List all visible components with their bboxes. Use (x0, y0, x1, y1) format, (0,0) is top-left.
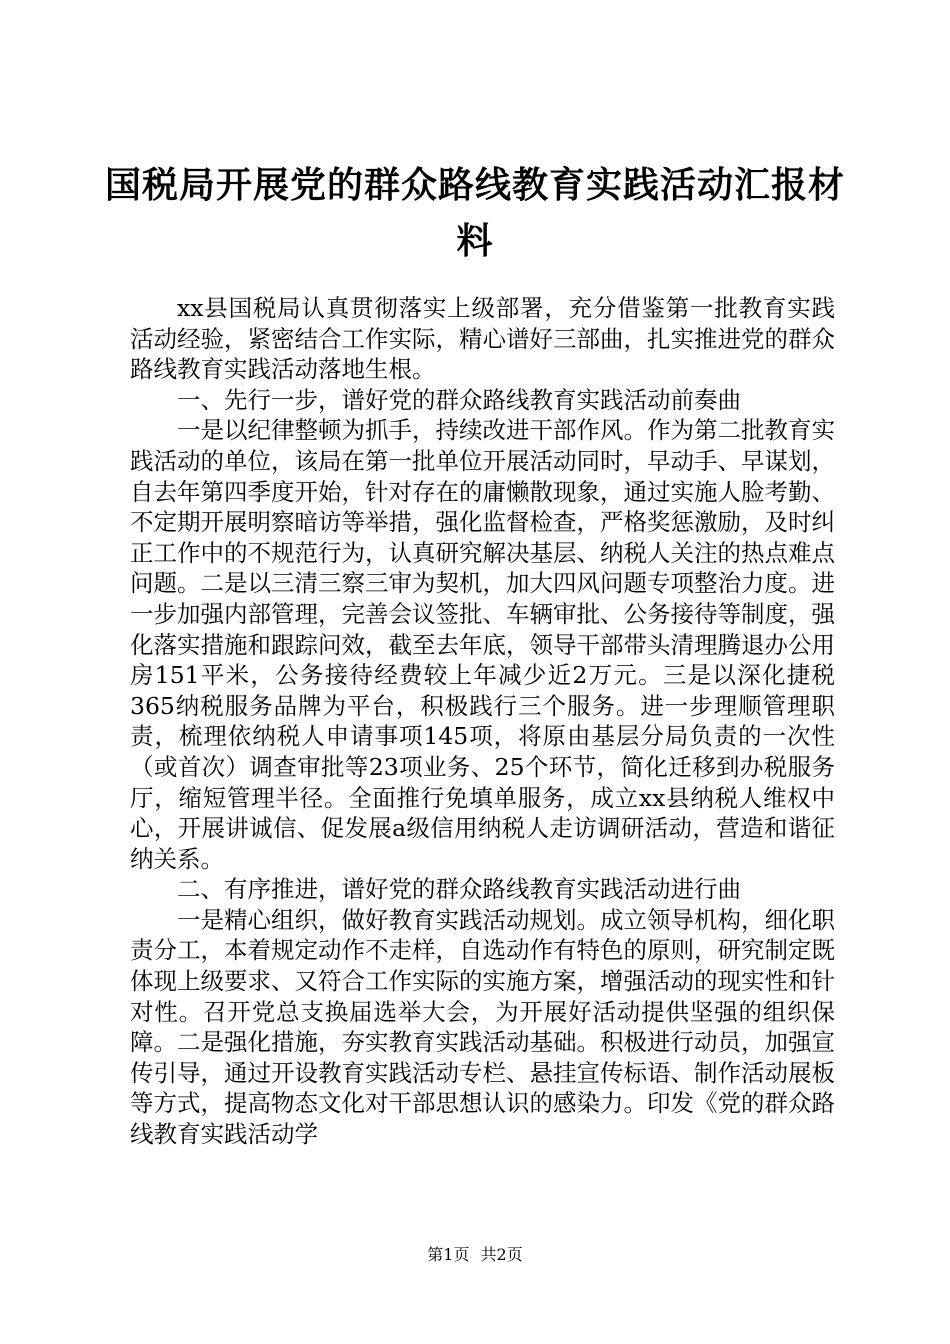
section-2-paragraph: 一是精心组织，做好教育实践活动规划。成立领导机构，细化职责分工，本着规定动作不走样，自选动作有特色的原则，研究制定既体现上级要求、又符合工作实际的实施方案，增强活动的现实性和针对性。召开党总支换届选举大会，为开展好活动提供坚强的组织保障。二是强化措施，夯实教育实践活动基础。积极进行动员，加强宣传引导，通过开设教育实践活动专栏、悬挂宣传标语、制作活动展板等方式，提高物态文化对干部思想认识的感染力。印发《党的群众路线教育实践活动学 (130, 905, 835, 1149)
section-heading-2: 二、有序推进，谱好党的群众路线教育实践活动进行曲 (177, 875, 741, 904)
section-heading-1: 一、先行一步，谱好党的群众路线教育实践活动前奏曲 (177, 385, 741, 414)
document-body (130, 293, 835, 1150)
section-1-paragraph: 一是以纪律整顿为抓手，持续改进干部作风。作为第二批教育实践活动的单位，该局在第一批单位开展活动同时，早动手、早谋划，自去年第四季度开始，针对存在的庸懒散现象，通过实施人脸考勤、不定期开展明察暗访等举措，强化监督检查，严格奖惩激励，及时纠正工作中的不规范行为，认真研究解决基层、纳税人关注的热点难点问题。二是以三清三察三审为契机，加大四风问题专项整治力度。进一步加强内部管理，完善会议签批、车辆审批、公务接待等制度，强化落实措施和跟踪问效，截至去年底，领导干部带头清理腾退办公用房151平米，公务接待经费较上年减少近2万元。三是以深化捷税365纳税服务品牌为平台，积极践行三个服务。进一步理顺管理职责，梳理依纳税人申请事项145项，将原由基层分局负责的一次性（或首次）调查审批等23项业务、25个环节，简化迁移到办税服务厅，缩短管理半径。全面推行免填单服务，成立xx县纳税人维权中心，开展讲诚信、促发展a级信用纳税人走访调研活动，营造和谐征纳关系。 (130, 416, 835, 873)
page-footer (0, 1245, 950, 1265)
page-total: 共2页 (480, 1245, 523, 1264)
document-title: 国税局开展党的群众路线教育实践活动汇报材料 (104, 165, 845, 262)
page-number: 第1页 (427, 1245, 470, 1264)
intro-paragraph: xx县国税局认真贯彻落实上级部署，充分借鉴第一批教育实践活动经验，紧密结合工作实际，精心谱好三部曲，扎实推进党的群众路线教育实践活动落地生根。 (130, 294, 835, 384)
